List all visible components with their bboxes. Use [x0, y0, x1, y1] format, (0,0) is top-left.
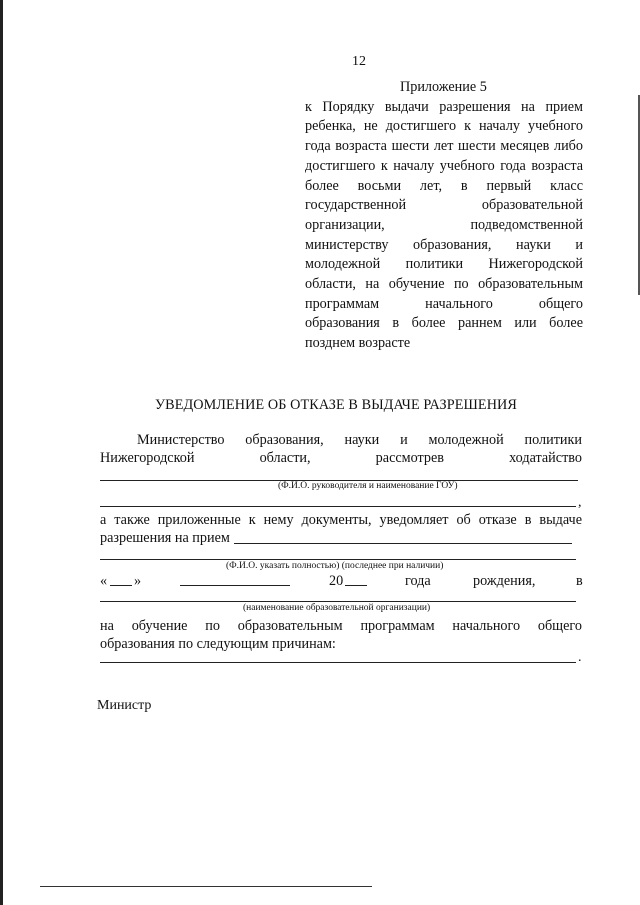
scan-edge-left	[0, 0, 3, 905]
in-word: в	[576, 573, 583, 589]
word: обучение	[131, 618, 188, 634]
appendix-line: области, на обучение по образовательным	[305, 276, 583, 293]
body-line-5: разрешения на прием	[100, 530, 230, 546]
word: Министерство	[137, 432, 225, 448]
date-open-quote: «	[100, 573, 108, 589]
appendix-line: достигшего к началу учебного года возраста	[305, 157, 583, 174]
appendix-title: Приложение 5	[400, 79, 487, 95]
comma: ,	[578, 495, 582, 510]
fill-line-gou-2[interactable]	[100, 506, 576, 507]
fill-line-day[interactable]	[110, 585, 132, 586]
appendix-line: молодежной политики Нижегородской	[305, 256, 583, 273]
footer-rule	[40, 886, 372, 887]
caption-fio: (Ф.И.О. указать полностью) (последнее при наличии)	[226, 561, 444, 571]
appendix-line: более восьми лет, в первый класс	[305, 177, 583, 194]
birth-word: рождения,	[473, 573, 536, 589]
date-close-quote: »	[134, 573, 142, 589]
word: и	[400, 432, 408, 448]
fill-line-permission[interactable]	[234, 543, 572, 544]
word: начального	[452, 618, 521, 634]
word: науки	[344, 432, 380, 448]
body-line-9	[100, 617, 582, 635]
signature-minister: Министр	[97, 698, 152, 713]
word: Нижегородской	[100, 450, 195, 466]
appendix-line: программам начального общего	[305, 295, 583, 312]
word: рассмотрев	[375, 450, 445, 466]
fill-line-year[interactable]	[345, 585, 367, 586]
appendix-line: года возраста шести лет шести месяцев либо	[305, 138, 583, 155]
body-line-2	[100, 449, 582, 467]
caption-org: (наименование образовательной организации)	[243, 603, 431, 613]
word: общего	[537, 618, 582, 634]
appendix-block	[305, 78, 583, 354]
word: образования,	[245, 432, 324, 448]
word: молодежной	[428, 432, 504, 448]
fill-line-month[interactable]	[180, 585, 290, 586]
year-prefix: 20	[329, 573, 344, 589]
body-line-4: а также приложенные к нему документы, уведомляет об отказе в выдаче	[100, 512, 582, 528]
appendix-line: организации, подведомственной	[305, 216, 583, 233]
appendix-line: ребенка, не достигшего к началу учебного	[305, 118, 583, 135]
body-line-10: образования по следующим причинам:	[100, 636, 336, 652]
word: образовательным	[237, 618, 343, 634]
appendix-line: государственной образовательной	[305, 197, 583, 214]
word: на	[100, 618, 114, 634]
appendix-line: министерству образования, науки и	[305, 236, 583, 253]
fill-line-fio[interactable]	[100, 559, 576, 560]
document-title: УВЕДОМЛЕНИЕ ОБ ОТКАЗЕ В ВЫДАЧЕ РАЗРЕШЕНИЯ	[155, 397, 517, 413]
year-word: года	[405, 573, 431, 589]
appendix-line: к Порядку выдачи разрешения на прием	[305, 98, 583, 115]
appendix-line: образования в более раннем или более	[305, 315, 583, 332]
word: области,	[259, 450, 311, 466]
period: .	[578, 650, 582, 665]
word: ходатайство	[509, 450, 582, 466]
word: программам	[360, 618, 435, 634]
fill-line-org[interactable]	[100, 601, 576, 602]
appendix-line: позднем возрасте	[305, 335, 411, 352]
word: политики	[524, 432, 582, 448]
word: по	[205, 618, 220, 634]
page-number: 12	[352, 54, 366, 69]
caption-gou: (Ф.И.О. руководителя и наименование ГОУ)	[278, 481, 458, 491]
fill-line-reasons[interactable]	[100, 662, 576, 663]
body-line-1	[100, 431, 582, 449]
